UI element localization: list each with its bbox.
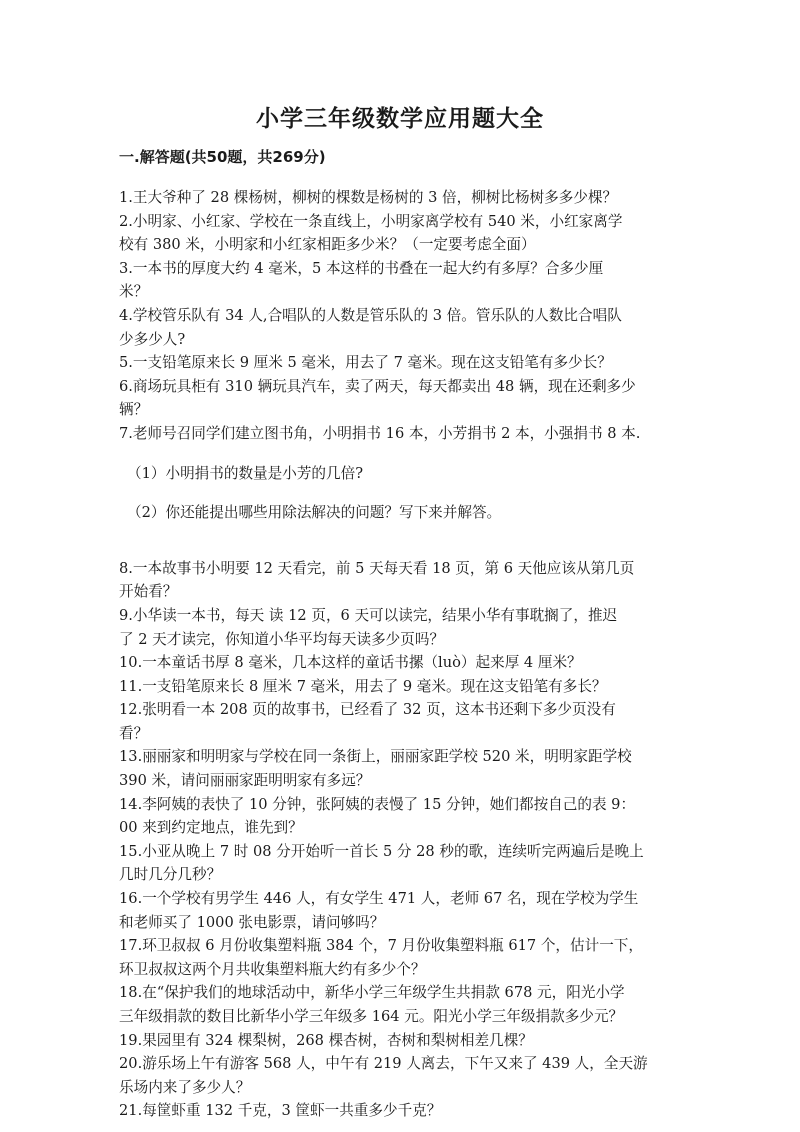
question-line: 12.张明看一本 208 页的故事书，已经看了 32 页，这本书还剩下多少页没有 <box>119 701 616 719</box>
question-line: 20.游乐场上午有游客 568 人，中午有 219 人离去，下午又来了 439 人，全天游 <box>119 1055 648 1073</box>
question-list <box>119 186 694 1123</box>
question-item <box>119 793 694 840</box>
question-line: 15.小亚从晚上 7 时 08 分开始听一首长 5 分 28 秒的歌，连续听完两遍后是晚上 <box>119 842 644 860</box>
question-line: 10.一本童话书厚 8 毫米，几本这样的童话书摞（luò）起来厚 4 厘米？ <box>119 654 582 672</box>
question-line: 环卫叔叔这两个月共收集塑料瓶大约有多少个？ <box>119 960 426 978</box>
question-item <box>119 934 694 981</box>
sub-question <box>119 501 694 525</box>
sub-question-line: （1）小明捐书的数量是小芳的几倍? <box>127 464 364 482</box>
question-line: 开始看？ <box>119 583 178 601</box>
question-line: 13.丽丽家和明明家与学校在同一条街上，丽丽家距学校 520 米，明明家距学校 <box>119 748 632 766</box>
question-line: 1.王大爷种了 28 棵杨树，柳树的棵数是杨树的 3 倍，柳树比杨树多多少棵？ <box>119 189 618 206</box>
question-line: 几时几分几秒？ <box>119 866 222 884</box>
question-item <box>119 887 694 934</box>
question-item <box>119 210 694 257</box>
question-line: 看？ <box>119 724 149 742</box>
question-line: 三年级捐款的数目比新华小学三年级多 164 元。阳光小学三年级捐款多少元？ <box>119 1008 624 1025</box>
section-heading: 一.解答题(共50题，共269分) <box>119 148 326 166</box>
question-line: 辆？ <box>119 401 149 419</box>
question-line: 7.老师号召同学们建立图书角，小明捐书 16 本，小芳捐书 2 本，小强捐书 8 本. <box>119 424 641 442</box>
question-line: 16.一个学校有男学生 446 人，有女学生 471 人，老师 67 名，现在学校为学生 <box>119 890 639 908</box>
question-item <box>119 745 694 792</box>
question-item <box>119 422 694 446</box>
question-line: 14.李阿姨的表快了 10 分钟，张阿姨的表慢了 15 分钟，她们都按自己的表 9： <box>119 795 636 813</box>
question-item <box>119 186 694 210</box>
question-item <box>119 604 694 651</box>
question-line: 3.一本书的厚度大约 4 毫米，5 本这样的书叠在一起大约有多厚？合多少厘 <box>119 259 604 277</box>
question-line: 11.一支铅笔原来长 8 厘米 7 毫米，用去了 9 毫米。现在这支铅笔有多长？ <box>119 677 607 695</box>
question-item <box>119 375 694 422</box>
question-line: 21.每筐虾重 132 千克，3 筐虾一共重多少千克？ <box>119 1102 442 1120</box>
question-line: 校有 380 米，小明家和小红家相距多少米？（一定要考虑全面） <box>119 236 536 254</box>
sub-question <box>119 462 694 486</box>
question-line: 6.商场玩具柜有 310 辆玩具汽车，卖了两天，每天都卖出 48 辆，现在还剩多少 <box>119 377 636 395</box>
question-line: 4.学校管乐队有 34 人,合唱队的人数是管乐队的 3 倍。管乐队的人数比合唱队 <box>119 306 622 324</box>
question-line: 19.果园里有 324 棵梨树，268 棵杏树，杏树和梨树相差几棵？ <box>119 1031 533 1049</box>
question-line: 17.环卫叔叔 6 月份收集塑料瓶 384 个，7 月份收集塑料瓶 617 个，估计一下， <box>119 937 643 955</box>
question-item <box>119 698 694 745</box>
question-line: 9.小华读一本书，每天 读 12 页，6 天可以读完，结果小华有事耽搁了，推迟 <box>119 606 618 624</box>
question-line: 米？ <box>119 283 149 301</box>
question-item <box>119 981 694 1028</box>
document-title: 小学三年级数学应用题大全 <box>256 106 544 132</box>
question-item <box>119 840 694 887</box>
question-line: 乐场内来了多少人？ <box>119 1078 251 1096</box>
question-item <box>119 351 694 375</box>
question-item <box>119 557 694 604</box>
question-line: 和老师买了 1000 张电影票，请问够吗？ <box>119 913 385 931</box>
question-item <box>119 1099 694 1123</box>
question-item <box>119 304 694 351</box>
question-item <box>119 651 694 675</box>
question-line: 390 米，请问丽丽家距明明家有多远？ <box>119 772 371 790</box>
question-line: 少多少人? <box>119 330 186 348</box>
question-line: 了 2 天才读完，你知道小华平均每天读多少页吗？ <box>119 630 445 648</box>
question-item <box>119 1029 694 1053</box>
question-item <box>119 675 694 699</box>
question-line: 2.小明家、小红家、学校在一条直线上，小明家离学校有 540 米，小红家离学 <box>119 212 623 230</box>
question-line: 8.一本故事书小明要 12 天看完，前 5 天每天看 18 页，第 6 天他应该从第几页 <box>119 559 635 577</box>
question-line: 5.一支铅笔原来长 9 厘米 5 毫米，用去了 7 毫米。现在这支铅笔有多少长？ <box>119 354 612 372</box>
question-line: 18.在“保护我们的地球活动中，新华小学三年级学生共捐款 678 元，阳光小学 <box>119 984 625 1002</box>
question-line: 00 来到约定地点，谁先到？ <box>119 819 303 837</box>
sub-question-line: （2）你还能提出哪些用除法解决的问题？写下来并解答。 <box>127 504 502 522</box>
question-item <box>119 1052 694 1099</box>
question-item <box>119 257 694 304</box>
